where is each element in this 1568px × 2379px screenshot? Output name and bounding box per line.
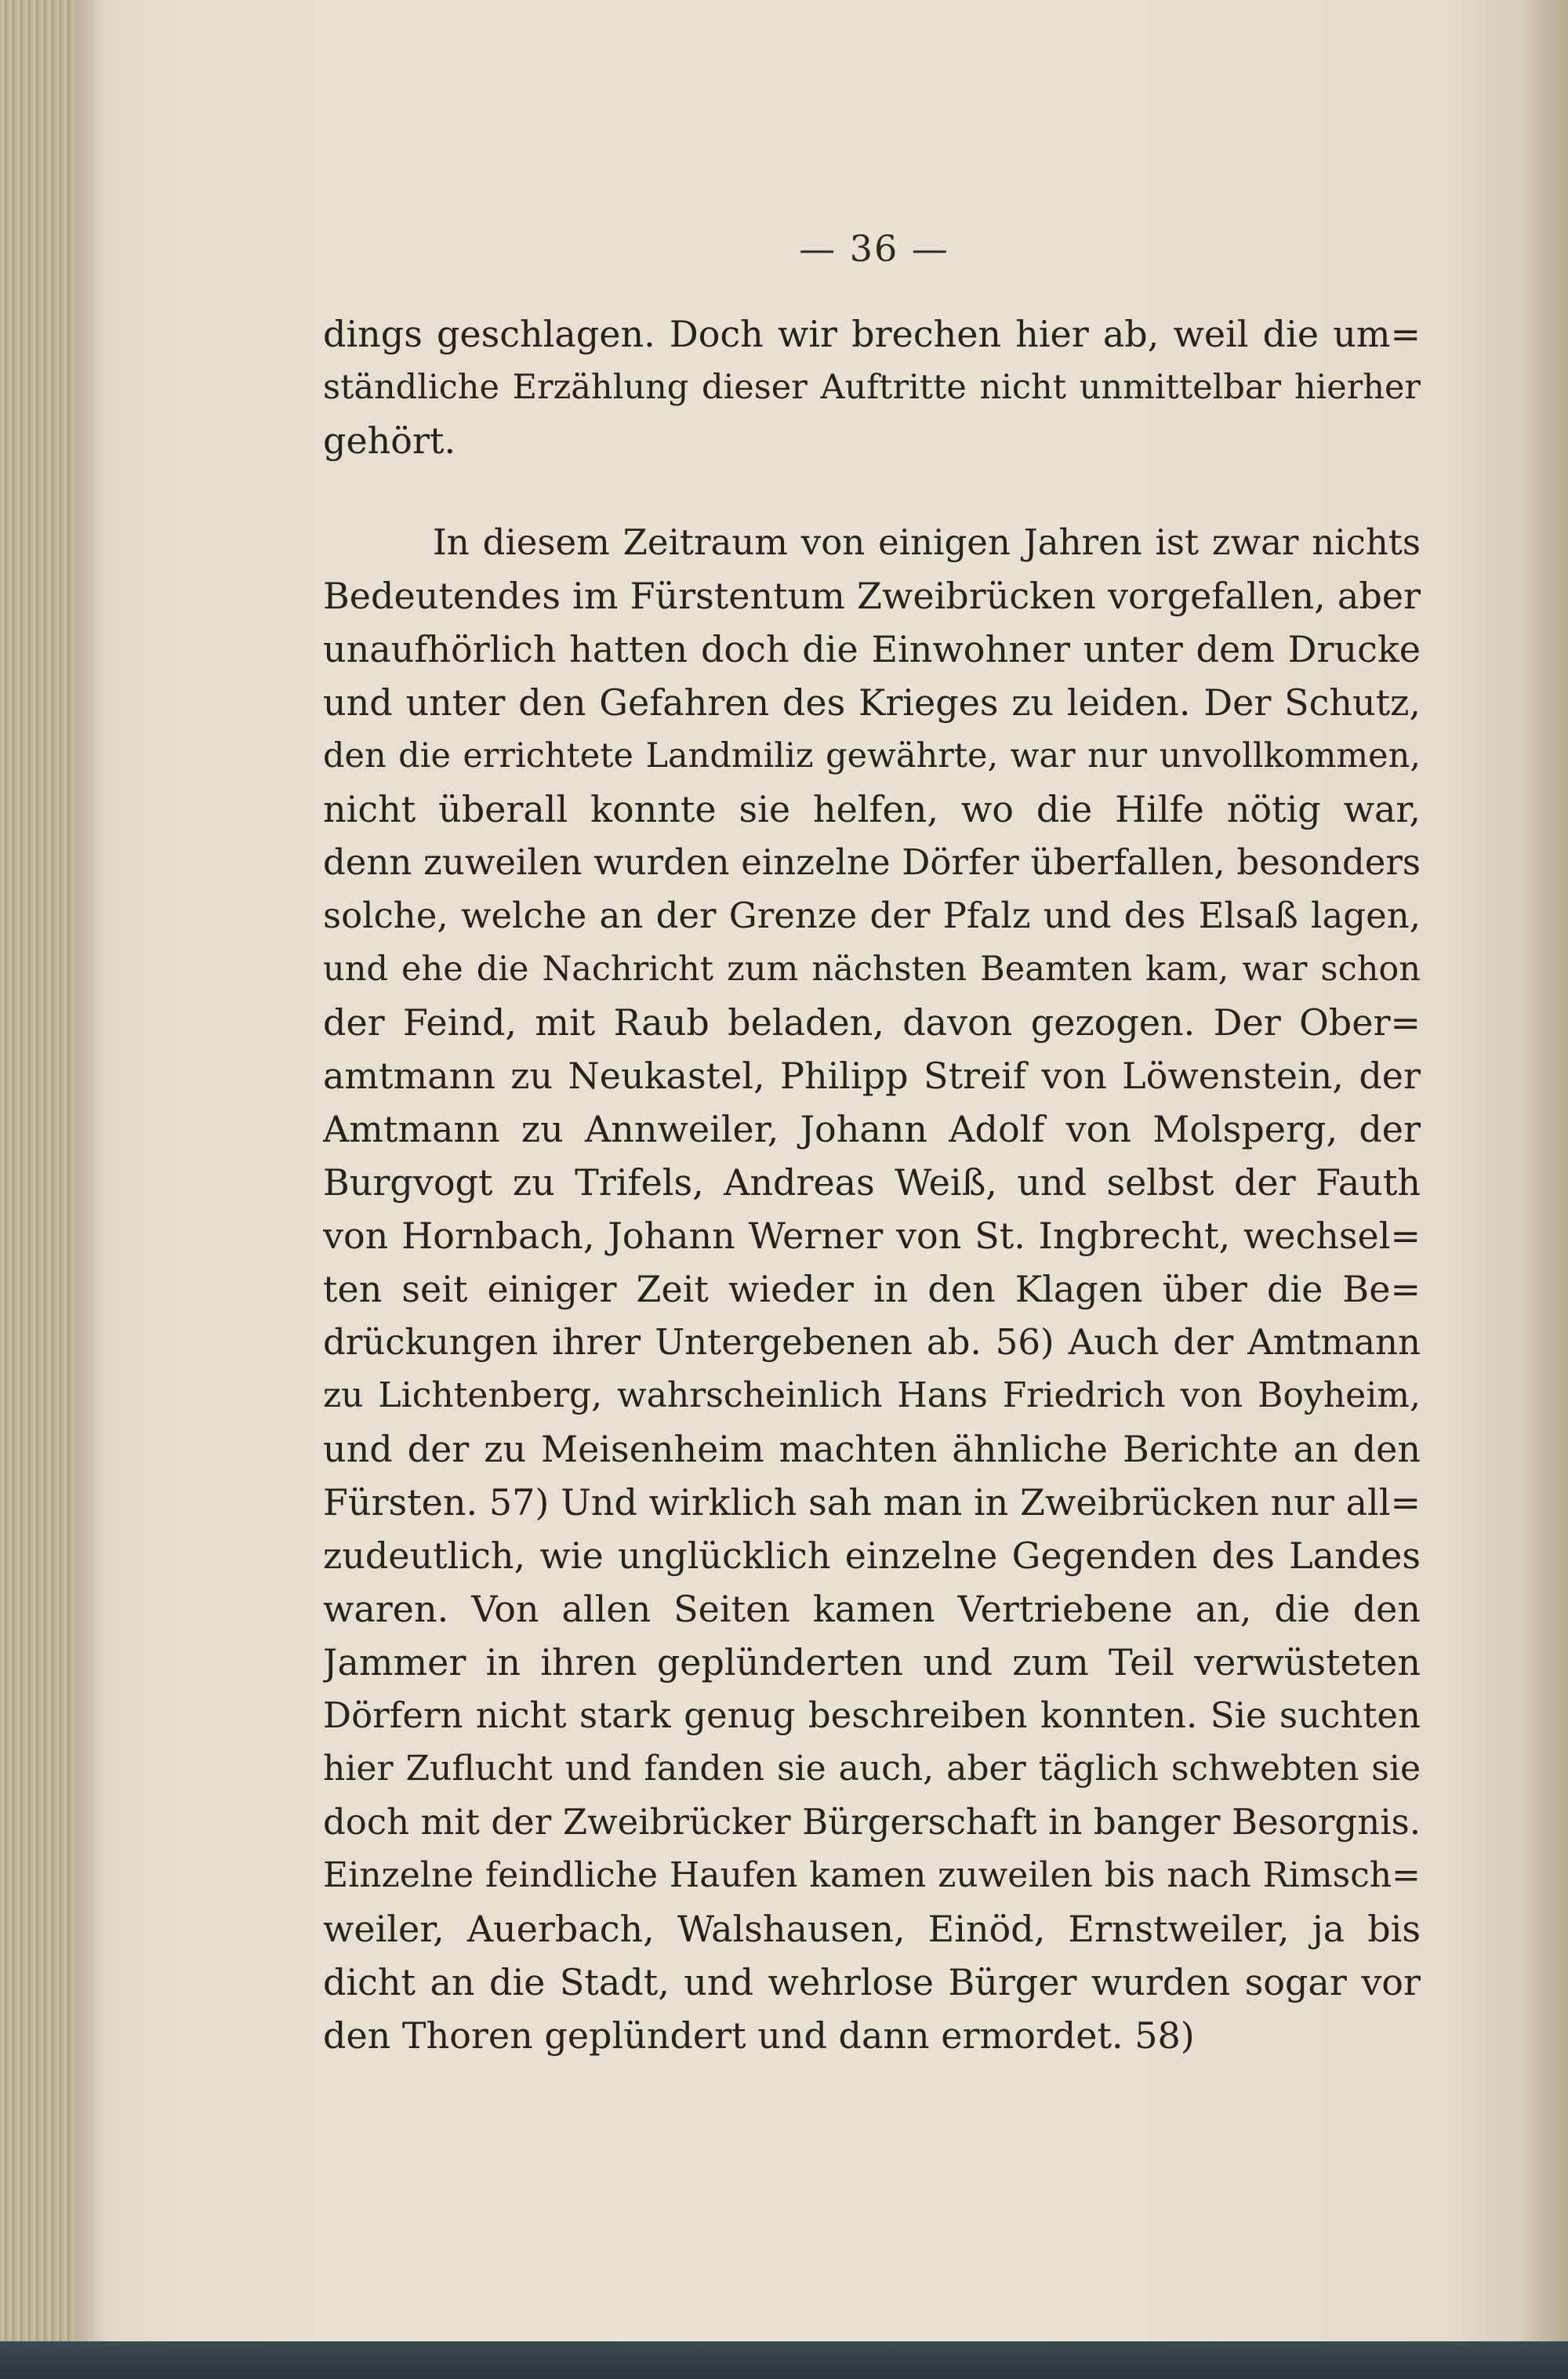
text-line: hier Zuflucht und fanden sie auch, aber täglich schwebten sie <box>323 1749 1421 1789</box>
text-line: den die errichtete Landmiliz gewährte, war nur unvollkommen, <box>323 736 1421 775</box>
text-line: Einzelne feindliche Haufen kamen zuweilen bis nach Rimsch= <box>323 1855 1421 1895</box>
text-line: drückungen ihrer Untergebenen ab. 56) Auch der Amtmann <box>323 1321 1421 1363</box>
gutter-shadow <box>74 0 106 2379</box>
text-line: der Feind, mit Raub beladen, davon gezogen. Der Ober= <box>323 1001 1421 1044</box>
text-line: In diesem Zeitraum von einigen Jahren ist zwar nichts <box>433 521 1421 563</box>
text-line: Bedeutendes im Fürstentum Zweibrücken vorgefallen, aber <box>323 575 1421 617</box>
text-line: zu Lichtenberg, wahrscheinlich Hans Friedrich von Boyheim, <box>323 1375 1421 1415</box>
body-text <box>323 307 1421 2062</box>
text-line: den Thoren geplündert und dann ermordet. 58) <box>323 2014 1195 2057</box>
book-cover-edge <box>0 2341 1568 2379</box>
text-line: doch mit der Zweibrücker Bürgerschaft in banger Besorgnis. <box>323 1801 1421 1843</box>
text-line: waren. Von allen Seiten kamen Vertriebene an, die den <box>323 1588 1421 1630</box>
text-line: nicht überall konnte sie helfen, wo die Hilfe nötig war, <box>323 788 1421 830</box>
text-line: dicht an die Stadt, und wehrlose Bürger wurden sogar vor <box>323 1961 1421 2003</box>
text-line: zudeutlich, wie unglücklich einzelne Gegenden des Landes <box>323 1535 1421 1577</box>
text-line: Amtmann zu Annweiler, Johann Adolf von Molsperg, der <box>323 1108 1421 1150</box>
page-edge-right <box>1521 0 1568 2379</box>
text-line: solche, welche an der Grenze der Pfalz und des Elsaß lagen, <box>323 895 1421 936</box>
text-line: weiler, Auerbach, Walshausen, Einöd, Ernstweiler, ja bis <box>323 1908 1421 1950</box>
text-line: und der zu Meisenheim machten ähnliche Berichte an den <box>323 1428 1421 1470</box>
text-line: unaufhörlich hatten doch die Einwohner unter dem Drucke <box>323 628 1421 670</box>
text-line: Fürsten. 57) Und wirklich sah man in Zweibrücken nur all= <box>323 1481 1421 1524</box>
text-line: amtmann zu Neukastel, Philipp Streif von Löwenstein, der <box>323 1055 1421 1097</box>
page-edge-left <box>0 0 74 2379</box>
text-line: Dörfern nicht stark genug beschreiben konnten. Sie suchten <box>323 1694 1421 1736</box>
text-line: gehört. <box>323 420 456 462</box>
text-line: dings geschlagen. Doch wir brechen hier ab, weil die um= <box>323 313 1421 355</box>
text-line: und ehe die Nachricht zum nächsten Beamten kam, war schon <box>323 950 1421 989</box>
text-line: ständliche Erzählung dieser Auftritte nicht unmittelbar hierher <box>323 368 1421 407</box>
paragraph-gap <box>323 467 1421 516</box>
text-line: und unter den Gefahren des Krieges zu leiden. Der Schutz, <box>323 681 1421 724</box>
text-line: von Hornbach, Johann Werner von St. Ingbrecht, wechsel= <box>323 1215 1421 1257</box>
text-line: Burgvogt zu Trifels, Andreas Weiß, und selbst der Fauth <box>323 1161 1421 1204</box>
text-line: ten seit einiger Zeit wieder in den Klagen über die Be= <box>323 1268 1421 1310</box>
text-line: Jammer in ihren geplünderten und zum Teil verwüsteten <box>323 1641 1421 1683</box>
page-number: — 36 — <box>799 227 949 270</box>
text-line: denn zuweilen wurden einzelne Dörfer überfallen, besonders <box>323 841 1421 883</box>
